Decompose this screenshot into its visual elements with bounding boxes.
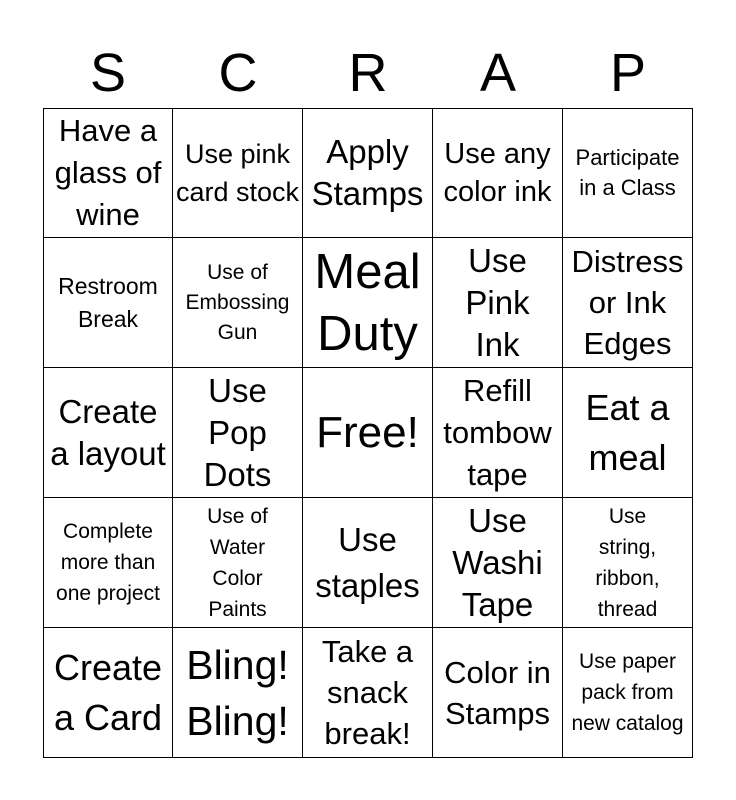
bingo-header: [43, 40, 693, 108]
bingo-cell[interactable]: [303, 238, 433, 368]
cell-text: Restroom Break: [58, 272, 158, 332]
bingo-cell[interactable]: [173, 238, 303, 368]
cell-text: Have a glass of wine: [54, 113, 162, 232]
cell-text: Use Pink Ink: [465, 241, 530, 363]
cell-text: Use Pop Dots: [203, 371, 272, 493]
cell-text: Create a Card: [53, 646, 163, 738]
cell-text: Apply Stamps: [311, 133, 424, 212]
header-letter-r: R: [348, 43, 388, 103]
header-letter-a: A: [479, 43, 517, 103]
cell-text: Create a layout: [50, 392, 166, 472]
bingo-cell[interactable]: [303, 108, 433, 238]
bingo-cell[interactable]: [173, 108, 303, 238]
cell-text: Use string, ribbon, thread: [595, 504, 660, 621]
bingo-cell[interactable]: [43, 108, 173, 238]
cell-text: Meal Duty: [314, 244, 421, 361]
cell-text: Use staples: [315, 520, 420, 604]
cell-text: Refill tombow tape: [443, 372, 552, 492]
bingo-cell[interactable]: [43, 628, 173, 758]
bingo-cell[interactable]: [43, 498, 173, 628]
cell-text: Eat a meal: [585, 386, 670, 478]
cell-text: Free!: [316, 407, 419, 457]
header-letter-p: P: [609, 43, 647, 103]
bingo-board: [43, 108, 693, 758]
bingo-cell[interactable]: [563, 238, 693, 368]
bingo-cell[interactable]: [563, 108, 693, 238]
bingo-cell[interactable]: [173, 368, 303, 498]
bingo-cell[interactable]: [43, 238, 173, 368]
bingo-cell[interactable]: [433, 498, 563, 628]
cell-text: Distress or Ink Edges: [571, 244, 684, 361]
bingo-cell[interactable]: [173, 628, 303, 758]
cell-text: Use paper pack from new catalog: [571, 650, 684, 735]
header-letter-c: C: [218, 43, 258, 103]
bingo-cell[interactable]: [563, 368, 693, 498]
cell-text: Use pink card stock: [175, 139, 300, 207]
cell-text: Use Washi Tape: [452, 501, 543, 623]
bingo-cell[interactable]: [433, 368, 563, 498]
cell-text: Complete more than one project: [56, 520, 160, 605]
cell-text: Use any color ink: [443, 138, 552, 208]
cell-text: Color in Stamps: [444, 654, 551, 731]
cell-text: Use of Water Color Paints: [207, 504, 268, 621]
bingo-cell[interactable]: [433, 238, 563, 368]
cell-text: Take a snack break!: [321, 634, 414, 751]
bingo-cell[interactable]: [303, 498, 433, 628]
bingo-cell[interactable]: [303, 628, 433, 758]
cell-text: Bling! Bling!: [186, 641, 289, 744]
bingo-cell[interactable]: [433, 108, 563, 238]
cell-text: Participate in a Class: [575, 145, 680, 200]
header-letter-s: S: [89, 43, 127, 103]
bingo-cell[interactable]: [433, 628, 563, 758]
cell-text: Use of Embossing Gun: [185, 260, 290, 344]
bingo-cell[interactable]: [43, 368, 173, 498]
bingo-cell[interactable]: [563, 498, 693, 628]
bingo-cell[interactable]: [303, 368, 433, 498]
bingo-cell[interactable]: [173, 498, 303, 628]
bingo-cell[interactable]: [563, 628, 693, 758]
